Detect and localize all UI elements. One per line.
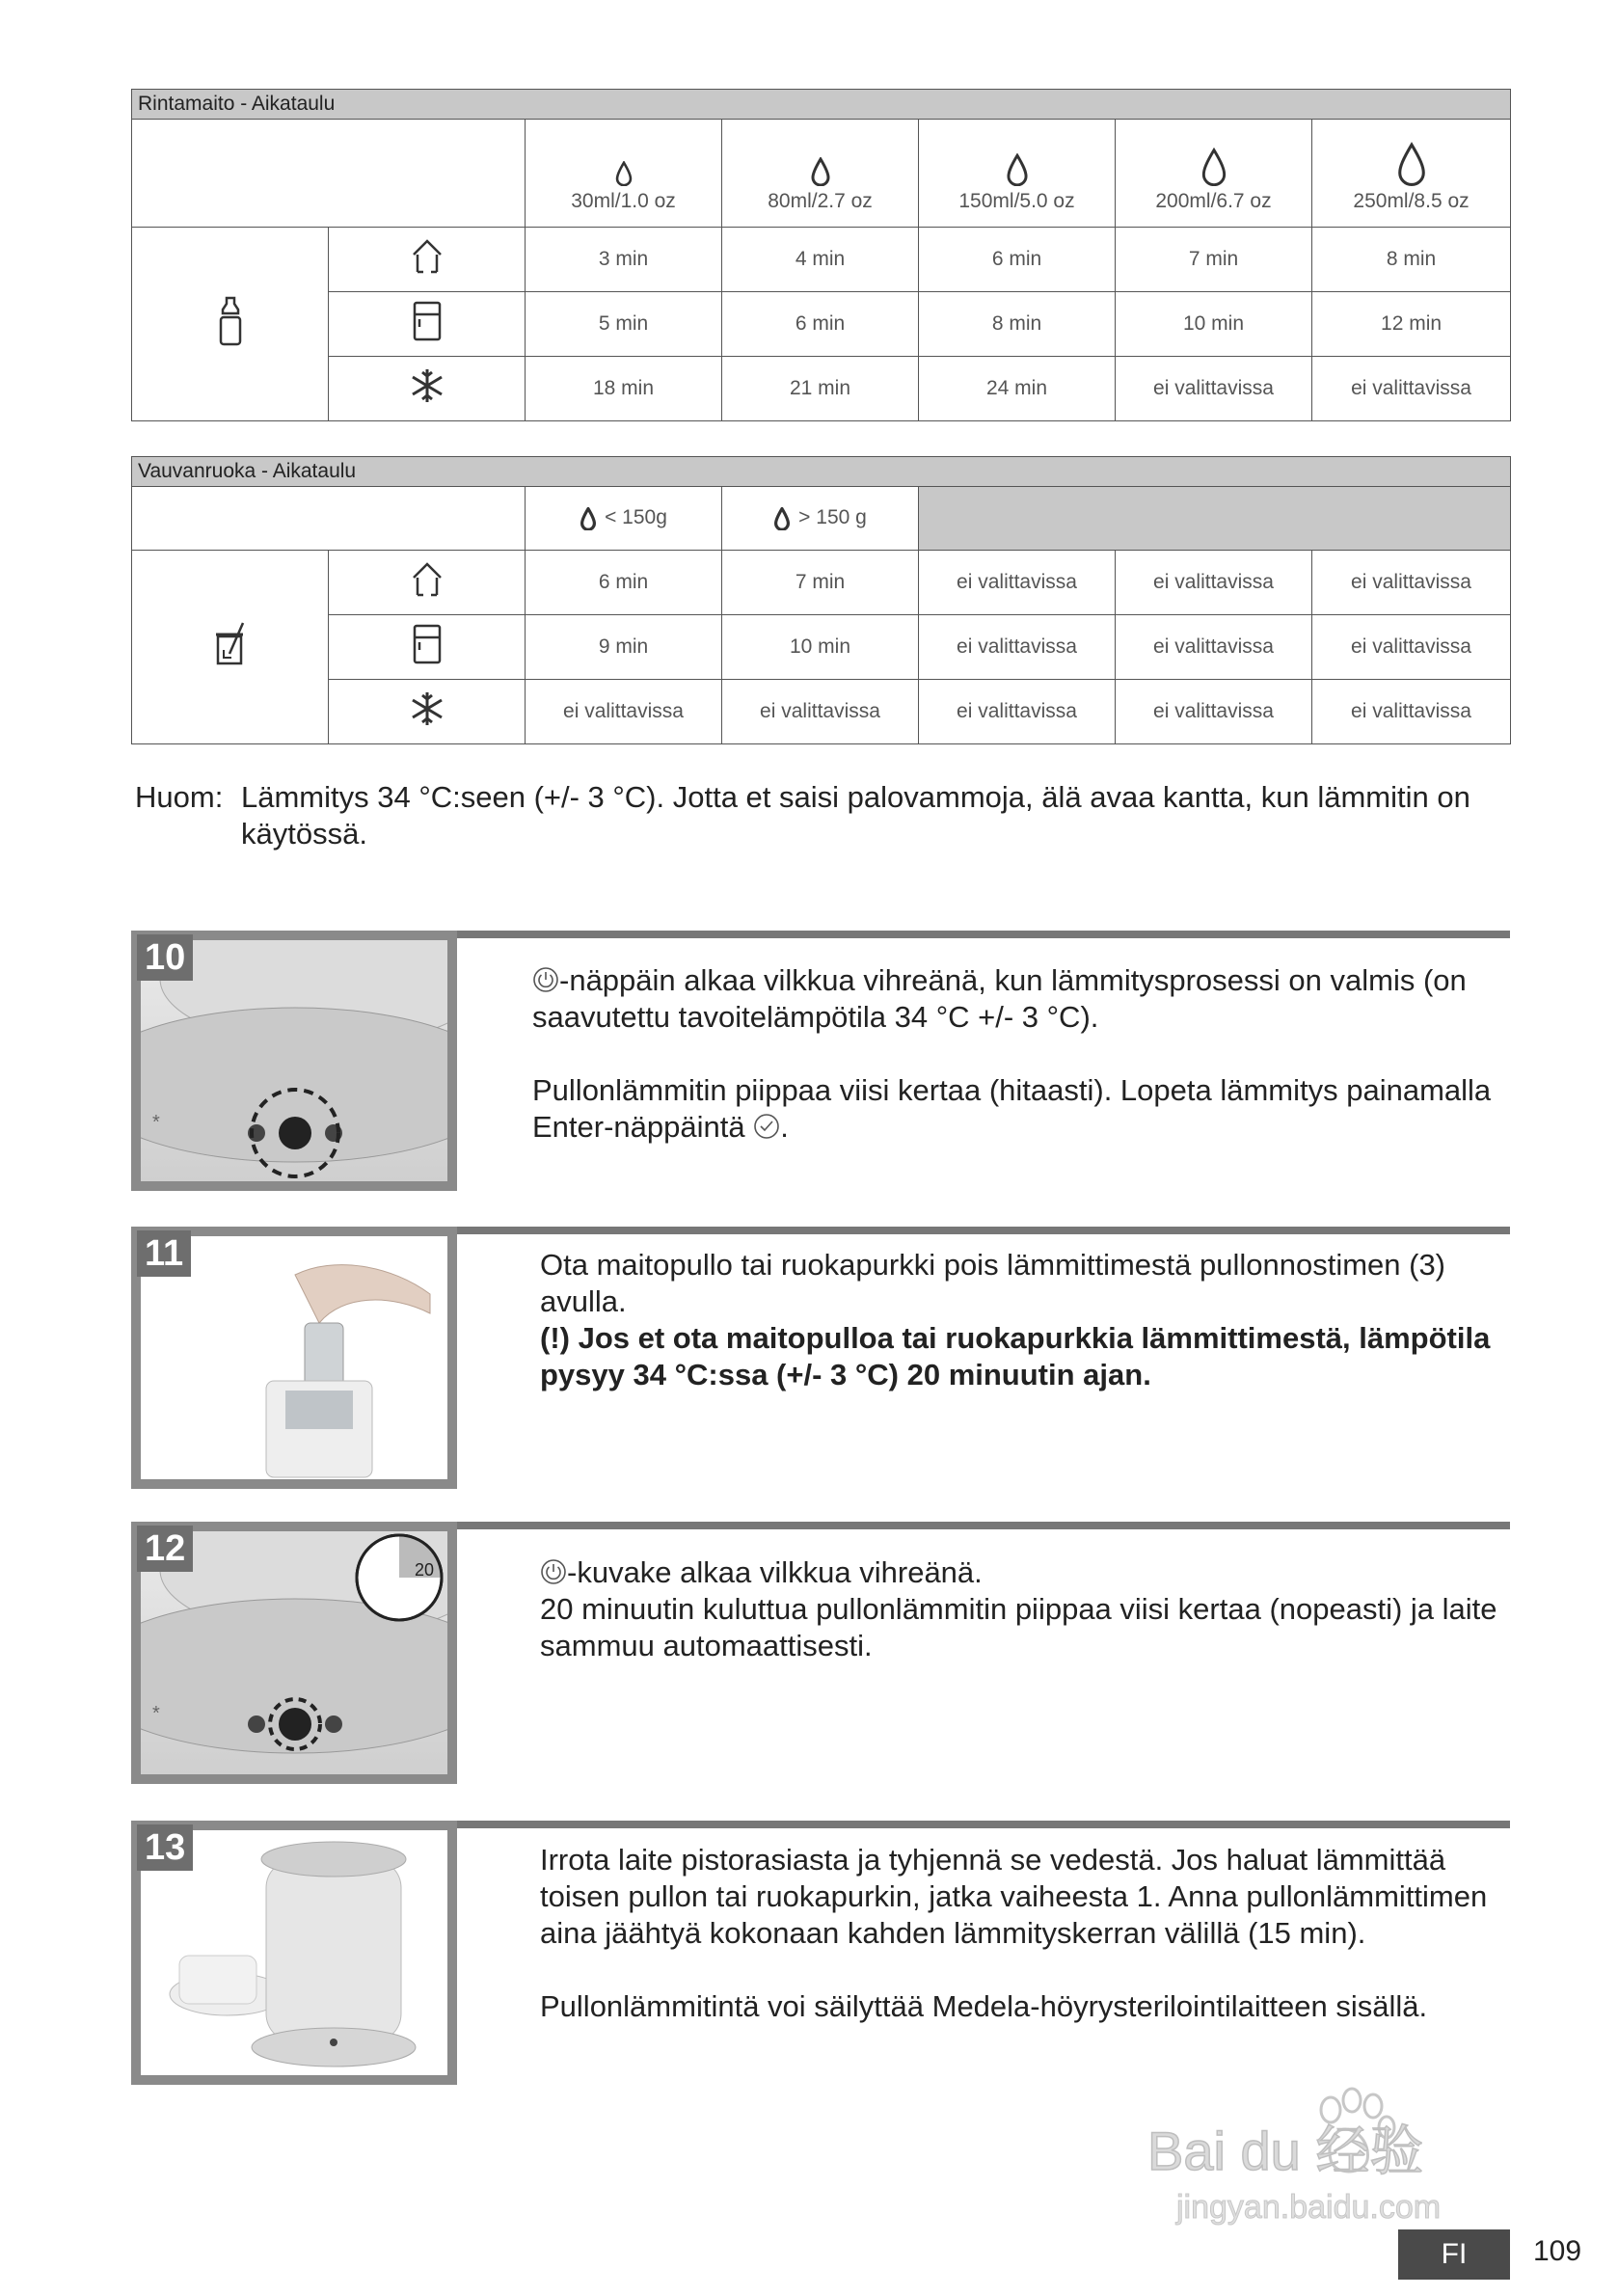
table-cell: 12 min — [1312, 292, 1511, 357]
note-label: Huom: — [135, 780, 224, 814]
table-cell: 5 min — [526, 292, 722, 357]
table-cell: ei valittavissa — [526, 680, 722, 744]
language-badge: FI — [1398, 2229, 1510, 2280]
size-label: 30ml/1.0 oz — [571, 190, 676, 212]
table-cell: 10 min — [1116, 292, 1312, 357]
drop-xlarge-icon — [1200, 148, 1228, 186]
table-cell: 8 min — [919, 292, 1116, 357]
size-label: 150ml/5.0 oz — [958, 190, 1075, 212]
step-12-text — [540, 1554, 1514, 1701]
step-number: 12 — [137, 1526, 193, 1572]
table-corner-cell — [132, 120, 526, 228]
enter-check-icon — [753, 1113, 780, 1140]
step-11-warning: (!) Jos et ota maitopulloa tai ruokapurkkia lämmittimestä, lämpötila pysyy 34 °C:ssa (+/- 3 °C) 20 minuutin ajan. — [540, 1321, 1491, 1391]
step-10-p2: Pullonlämmitin piippaa viisi kertaa (hitaasti). Lopeta lämmitys painamalla Enter-näppäintä — [532, 1073, 1492, 1144]
step-12-p2: 20 minuutin kuluttua pullonlämmitin piippaa viisi kertaa (nopeasti) ja laite sammuu automaattisesti. — [540, 1592, 1497, 1662]
size-header — [526, 487, 722, 551]
drop-filled-icon — [773, 507, 791, 530]
power-icon — [532, 966, 559, 993]
babyfood-schedule-table — [131, 456, 1511, 744]
size-header — [722, 120, 919, 228]
table-cell: 10 min — [722, 615, 919, 680]
drop-medium-icon — [810, 157, 831, 186]
table-cell: ei valittavissa — [1116, 615, 1312, 680]
table-cell: ei valittavissa — [919, 615, 1116, 680]
note-text: Lämmitys 34 °C:seen (+/- 3 °C). Jotta et saisi palovammoja, älä avaa kantta, kun lämmitin on käytössä. — [241, 780, 1470, 851]
size-header — [1116, 120, 1312, 228]
size-header — [919, 120, 1116, 228]
table-cell: ei valittavissa — [1116, 680, 1312, 744]
step-10-text — [532, 962, 1506, 1182]
step-13-p1: Irrota laite pistorasiasta ja tyhjennä se vedestä. Jos haluat lämmittää toisen pullon tai ruokapurkin, jatka vaiheesta 1. Anna pullonlämmittimen aina jäähtyä kokonaan kahden lämmityskerran välillä (15 min). — [540, 1843, 1488, 1950]
table-cell: 18 min — [526, 357, 722, 421]
step-13-image — [131, 1821, 457, 2085]
svg-text:*: * — [152, 1703, 160, 1724]
step-number: 11 — [137, 1230, 191, 1277]
freezer-icon — [408, 689, 446, 728]
baidu-watermark — [1138, 2073, 1543, 2228]
step-12-image — [131, 1522, 457, 1784]
step-13-divider — [457, 1821, 1510, 1828]
size-label: > 150 g — [798, 506, 867, 529]
fridge-icon — [412, 300, 443, 342]
baby-bottle-icon — [216, 294, 245, 348]
jar-icon-cell — [132, 551, 329, 744]
watermark-url: jingyan.baidu.com — [1176, 2189, 1442, 2226]
page-number: 109 — [1533, 2235, 1582, 2267]
step-10-p1: -näppäin alkaa vilkkua vihreänä, kun lämmitysprosessi on valmis (on saavutettu tavoitelämpötila 34 °C +/- 3 °C). — [532, 963, 1467, 1034]
size-label: < 150g — [605, 506, 667, 529]
drop-xxlarge-icon — [1395, 142, 1428, 186]
table-corner-cell — [132, 487, 526, 551]
step-10-divider — [457, 931, 1510, 938]
step-12-p1: -kuvake alkaa vilkkua vihreänä. — [567, 1555, 983, 1589]
drop-filled-icon — [580, 507, 597, 530]
drop-large-icon — [1005, 153, 1030, 186]
bottle-icon-cell — [132, 228, 329, 421]
step-number: 13 — [137, 1824, 193, 1871]
svg-text:*: * — [152, 1112, 160, 1133]
step-12-divider — [457, 1522, 1510, 1529]
size-header — [1312, 120, 1511, 228]
drop-small-icon — [614, 161, 634, 186]
fridge-icon — [412, 623, 443, 665]
timer-label: 20 — [415, 1560, 435, 1580]
breastmilk-schedule-table — [131, 89, 1511, 421]
room-temperature-icon — [410, 237, 445, 276]
row-icon-cell — [329, 292, 526, 357]
row-icon-cell — [329, 228, 526, 292]
size-label: 250ml/8.5 oz — [1353, 190, 1470, 212]
breastmilk-table-title: Rintamaito - Aikataulu — [132, 90, 1511, 120]
table-cell: ei valittavissa — [722, 680, 919, 744]
step-11-image — [131, 1227, 457, 1489]
size-header — [526, 120, 722, 228]
power-icon — [540, 1558, 567, 1585]
table-cell: 4 min — [722, 228, 919, 292]
table-cell: ei valittavissa — [1312, 551, 1511, 615]
step-11-p1: Ota maitopullo tai ruokapurkki pois lämmittimestä pullonnostimen (3) avulla. — [540, 1248, 1446, 1318]
step-11-divider — [457, 1227, 1510, 1234]
row-icon-cell — [329, 680, 526, 744]
table-cell: 8 min — [1312, 228, 1511, 292]
table-cell: 6 min — [919, 228, 1116, 292]
table-cell: 21 min — [722, 357, 919, 421]
step-10-image — [131, 931, 457, 1191]
table-cell: 9 min — [526, 615, 722, 680]
table-cell: 6 min — [526, 551, 722, 615]
size-label: 80ml/2.7 oz — [768, 190, 873, 212]
table-cell: ei valittavissa — [1312, 615, 1511, 680]
step-10-p2-end: . — [780, 1110, 789, 1144]
table-cell: ei valittavissa — [1116, 551, 1312, 615]
timer-icon — [353, 1531, 445, 1624]
step-13-p2: Pullonlämmitintä voi säilyttää Medela-höyrysterilointilaitteen sisällä. — [540, 1989, 1428, 2023]
table-cell: 7 min — [1116, 228, 1312, 292]
table-cell: ei valittavissa — [1116, 357, 1312, 421]
baidu-logo-icon — [1138, 2073, 1543, 2228]
food-jar-icon — [214, 621, 247, 667]
size-header — [722, 487, 919, 551]
step-number: 10 — [137, 934, 193, 981]
row-icon-cell — [329, 551, 526, 615]
empty-header-cell — [919, 487, 1511, 551]
table-cell: ei valittavissa — [919, 680, 1116, 744]
table-cell: ei valittavissa — [1312, 357, 1511, 421]
step-11-text — [540, 1247, 1514, 1430]
table-cell: ei valittavissa — [919, 551, 1116, 615]
table-cell: 3 min — [526, 228, 722, 292]
freezer-icon — [408, 366, 446, 405]
room-temperature-icon — [410, 560, 445, 599]
table-cell: ei valittavissa — [1312, 680, 1511, 744]
step-13-text — [540, 1842, 1514, 2062]
babyfood-table-title: Vauvanruoka - Aikataulu — [132, 457, 1511, 487]
table-cell: 6 min — [722, 292, 919, 357]
table-cell: 7 min — [722, 551, 919, 615]
size-label: 200ml/6.7 oz — [1155, 190, 1272, 212]
table-cell: 24 min — [919, 357, 1116, 421]
row-icon-cell — [329, 615, 526, 680]
row-icon-cell — [329, 357, 526, 421]
watermark-brand: Bai du 经验 — [1147, 2120, 1424, 2181]
